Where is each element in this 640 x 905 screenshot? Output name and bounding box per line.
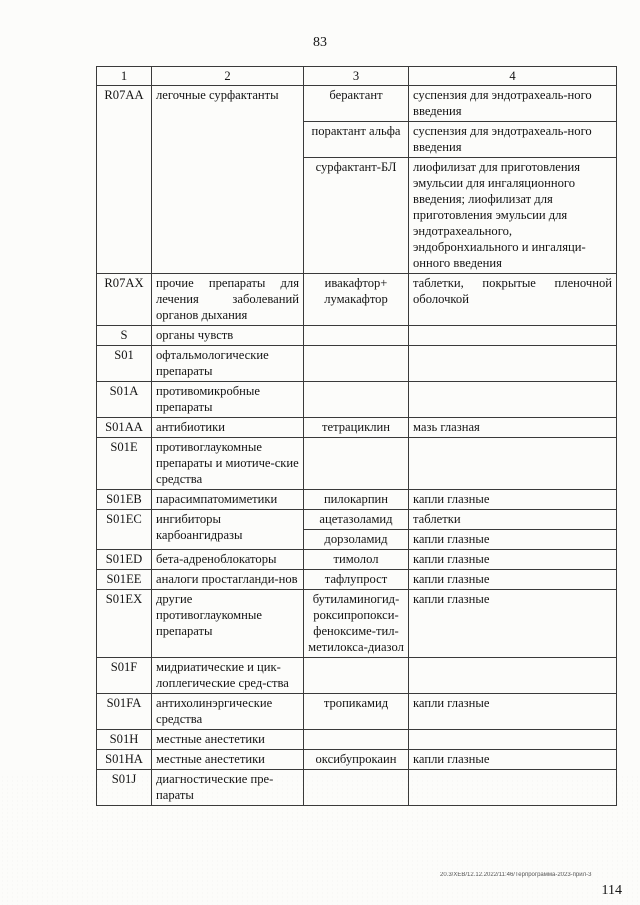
table-row <box>97 694 617 730</box>
dosage-form <box>409 346 617 382</box>
table-row <box>97 590 617 658</box>
table-row <box>97 510 617 530</box>
group-name: антибиотики <box>152 418 304 438</box>
table-row <box>97 570 617 590</box>
dosage-form: капли глазные <box>409 490 617 510</box>
group-name: диагностические пре-параты <box>152 770 304 806</box>
atc-code: S01EB <box>97 490 152 510</box>
atc-code: S01E <box>97 438 152 490</box>
atc-code: S01EE <box>97 570 152 590</box>
dosage-form <box>409 658 617 694</box>
drug-name: бутиламиногид-роксипропокси-феноксиме-тил-метилокса-диазол <box>304 590 409 658</box>
drug-name: тимолол <box>304 550 409 570</box>
table-header-row <box>97 67 617 86</box>
document-stamp: 20.3/ХЕВ/12.12.2022/11:46/Терпрограмма-2023-прил-3 <box>440 872 592 878</box>
drug-table <box>96 66 617 806</box>
drug-name: дорзоламид <box>304 530 409 550</box>
group-name: легочные сурфактанты <box>152 86 304 274</box>
header-col-4: 4 <box>409 67 617 86</box>
group-name: мидриатические и цик-лоплегические сред-ства <box>152 658 304 694</box>
dosage-form: капли глазные <box>409 750 617 770</box>
drug-name: тафлупрост <box>304 570 409 590</box>
dosage-form: капли глазные <box>409 530 617 550</box>
drug-name: тетрациклин <box>304 418 409 438</box>
table-row <box>97 658 617 694</box>
table-row <box>97 730 617 750</box>
atc-code: S01EX <box>97 590 152 658</box>
atc-code: S01F <box>97 658 152 694</box>
dosage-form: мазь глазная <box>409 418 617 438</box>
atc-code: S01J <box>97 770 152 806</box>
drug-name <box>304 730 409 750</box>
atc-code: S <box>97 326 152 346</box>
group-name: органы чувств <box>152 326 304 346</box>
header-col-2: 2 <box>152 67 304 86</box>
dosage-form <box>409 326 617 346</box>
atc-code: R07AA <box>97 86 152 274</box>
corner-page-number: 114 <box>601 883 622 898</box>
drug-name <box>304 770 409 806</box>
drug-name: пилокарпин <box>304 490 409 510</box>
drug-name: берактант <box>304 86 409 122</box>
group-name: офтальмологические препараты <box>152 346 304 382</box>
dosage-form: капли глазные <box>409 590 617 658</box>
atc-code: S01FA <box>97 694 152 730</box>
group-name: противомикробные препараты <box>152 382 304 418</box>
table-row <box>97 490 617 510</box>
group-name: прочие препараты для лечения заболеваний органов дыхания <box>152 274 304 326</box>
atc-code: S01HA <box>97 750 152 770</box>
group-name: местные анестетики <box>152 750 304 770</box>
drug-name <box>304 382 409 418</box>
table-row <box>97 86 617 122</box>
dosage-form: капли глазные <box>409 550 617 570</box>
dosage-form: суспензия для эндотрахеаль-ного введения <box>409 86 617 122</box>
atc-code: S01 <box>97 346 152 382</box>
group-name: антихолинэргические средства <box>152 694 304 730</box>
dosage-form: капли глазные <box>409 694 617 730</box>
table-row <box>97 418 617 438</box>
drug-name <box>304 346 409 382</box>
group-name: парасимпатомиметики <box>152 490 304 510</box>
header-col-1: 1 <box>97 67 152 86</box>
page-number: 83 <box>313 35 327 50</box>
atc-code: S01A <box>97 382 152 418</box>
table-row <box>97 326 617 346</box>
dosage-form: суспензия для эндотрахеаль-ного введения <box>409 122 617 158</box>
dosage-form <box>409 770 617 806</box>
dosage-form <box>409 730 617 750</box>
group-name: бета-адреноблокаторы <box>152 550 304 570</box>
table-row <box>97 770 617 806</box>
group-name: аналоги простагланди-нов <box>152 570 304 590</box>
drug-name <box>304 326 409 346</box>
dosage-form <box>409 382 617 418</box>
drug-name <box>304 438 409 490</box>
drug-name: оксибупрокаин <box>304 750 409 770</box>
table-row <box>97 346 617 382</box>
table-row <box>97 382 617 418</box>
group-name: другие противоглаукомные препараты <box>152 590 304 658</box>
dosage-form <box>409 438 617 490</box>
table-row <box>97 550 617 570</box>
drug-name: тропикамид <box>304 694 409 730</box>
header-col-3: 3 <box>304 67 409 86</box>
group-name: местные анестетики <box>152 730 304 750</box>
drug-name: ацетазоламид <box>304 510 409 530</box>
drug-name: ивакафтор+ лумакафтор <box>304 274 409 326</box>
drug-name: порактант альфа <box>304 122 409 158</box>
drug-name <box>304 658 409 694</box>
table-row <box>97 274 617 326</box>
atc-code: S01ED <box>97 550 152 570</box>
group-name: противоглаукомные препараты и миотиче-ские средства <box>152 438 304 490</box>
table-row <box>97 438 617 490</box>
dosage-form: капли глазные <box>409 570 617 590</box>
dosage-form: лиофилизат для приготовления эмульсии для ингаляционного введения; лиофилизат для приготовления эмульсии для эндотрахеального, эндобронхиального и ингаляци-онного введения <box>409 158 617 274</box>
atc-code: S01H <box>97 730 152 750</box>
atc-code: S01EC <box>97 510 152 550</box>
group-name: ингибиторы карбоангидразы <box>152 510 304 550</box>
table-row <box>97 750 617 770</box>
drug-name: сурфактант-БЛ <box>304 158 409 274</box>
atc-code: R07AX <box>97 274 152 326</box>
dosage-form: таблетки <box>409 510 617 530</box>
dosage-form: таблетки, покрытые пленочной оболочкой <box>409 274 617 326</box>
atc-code: S01AA <box>97 418 152 438</box>
